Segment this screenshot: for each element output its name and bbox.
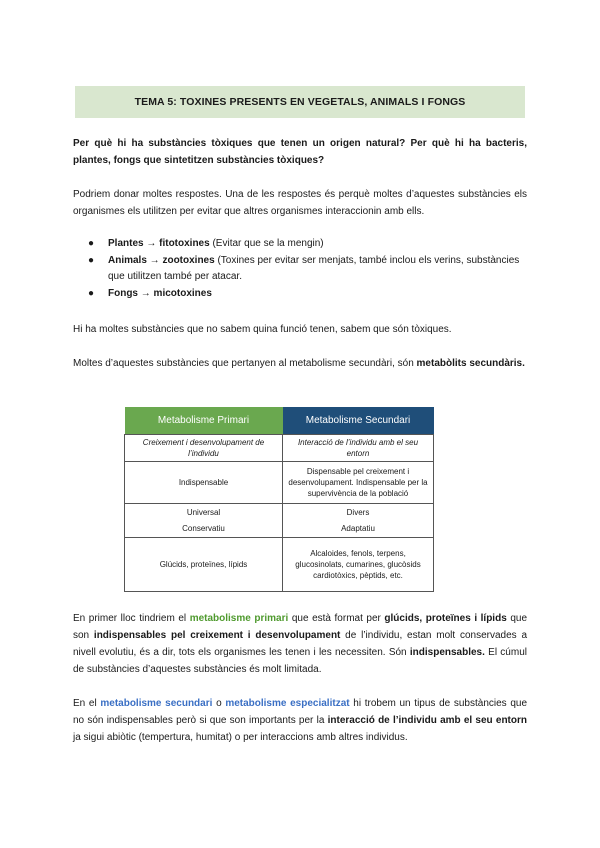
specialized-metabolism-paragraph (73, 695, 527, 746)
paragraph-text: de l’individu, estan molt conservades a nivell evolutiu, és a dir, tots els organismes les tenen i les necessiten. Són (73, 630, 527, 658)
paragraph-text: que son (73, 613, 528, 641)
question-paragraph: Per què hi ha substàncies tòxiques que tenen un origen natural? Per què hi ha bacteris, plantes, fongs que sintetitzen substàncies tòxiques? (73, 138, 527, 166)
table-cell: Dispensable pel creixement i desenvolupament. Indispensable per la supervivència de la població (283, 462, 434, 504)
table-cell: Interacció de l’individu amb el seu entorn (283, 435, 434, 462)
list-item-term: Plantes → fitotoxines (108, 238, 210, 249)
table-cell: Adaptatiu (283, 521, 434, 538)
table-cell: Conservatiu (125, 521, 283, 538)
table-cell: Indispensable (125, 462, 283, 504)
specialized-metabolism-term: metabolisme especialitzat (225, 698, 350, 709)
paragraph-bold-term: metabòlits secundàris. (416, 358, 525, 369)
paragraph-text: El cúmul de substàncies d’aquestes substàncies és molt limitada. (73, 647, 527, 675)
intro-paragraph: Podriem donar moltes respostes. Una de les respostes és perquè moltes d’aquestes substàncies els organismes els utilitzen per evitar que altres organismes interaccionin amb ells. (73, 189, 527, 217)
list-item (73, 253, 527, 285)
list-item-text: (Evitar que se la mengin) (209, 238, 324, 249)
primary-metabolism-term: metabolisme primari (189, 613, 289, 624)
bullet-icon: ● (88, 288, 95, 299)
header-primary: Metabolisme Primari (125, 407, 283, 435)
bullet-icon: ● (88, 238, 95, 249)
page-title: TEMA 5: TOXINES PRESENTS EN VEGETALS, ANIMALS I FONGS (134, 96, 466, 108)
table-cell: Divers (283, 504, 434, 521)
table-row (125, 521, 434, 538)
table-row (125, 435, 434, 462)
table-row (125, 462, 434, 504)
secondary-metabolism-term: metabolisme secundari (100, 698, 213, 709)
paragraph-bold-term: interacció de l’individu amb el seu entorn (327, 715, 527, 726)
list-item (73, 236, 527, 252)
paragraph-bold-term: glúcids, proteïnes i lípids (384, 613, 507, 624)
table-cell: Creixement i desenvolupament de l’individu (125, 435, 283, 462)
paragraph-text: que està format per (288, 613, 385, 624)
unknown-function-paragraph: Hi ha moltes substàncies que no sabem quina funció tenen, sabem que són tòxiques. (73, 324, 452, 335)
paragraph-text: Moltes d’aquestes substàncies que pertanyen al metabolisme secundàri, són (73, 358, 417, 369)
table-row (125, 504, 434, 521)
paragraph-text: En el (73, 698, 101, 709)
paragraph-text: hi trobem un tipus de substàncies que no són indispensables però si que son importants per la (73, 698, 528, 726)
header-secondary: Metabolisme Secundari (283, 407, 434, 435)
paragraph-text: En primer lloc tindriem el (73, 613, 190, 624)
paragraph-text: ja sigui abiòtic (tempertura, humitat) o per interaccions amb altres individus. (73, 732, 408, 743)
list-item-text: (Toxines per evitar ser menjats, també inclou els verins, substàncies que utilitzen també per atacar. (108, 255, 520, 282)
table-cell: Universal (125, 504, 283, 521)
table-header-row (125, 407, 434, 435)
metabolism-comparison-table (124, 407, 434, 592)
table-cell: Glúcids, proteïnes, lípids (125, 538, 283, 592)
paragraph-text: o (212, 698, 226, 709)
paragraph-bold-term: indispensables. (409, 647, 485, 658)
title-banner (75, 86, 525, 118)
list-item-term: Animals → zootoxines (108, 255, 215, 266)
primary-metabolism-paragraph (73, 610, 527, 678)
toxin-list (73, 236, 527, 303)
table-cell: Alcaloides, fenols, terpens, glucosinolats, cumarines, glucòsids cardiotòxics, pèptids, etc. (283, 538, 434, 592)
secondary-metabolites-paragraph (73, 355, 527, 372)
list-item-term: Fongs → micotoxines (108, 288, 212, 299)
paragraph-bold-term: indispensables pel creixement i desenvolupament (93, 630, 341, 641)
list-item (73, 286, 527, 302)
bullet-icon: ● (88, 255, 95, 266)
table-row (125, 538, 434, 592)
